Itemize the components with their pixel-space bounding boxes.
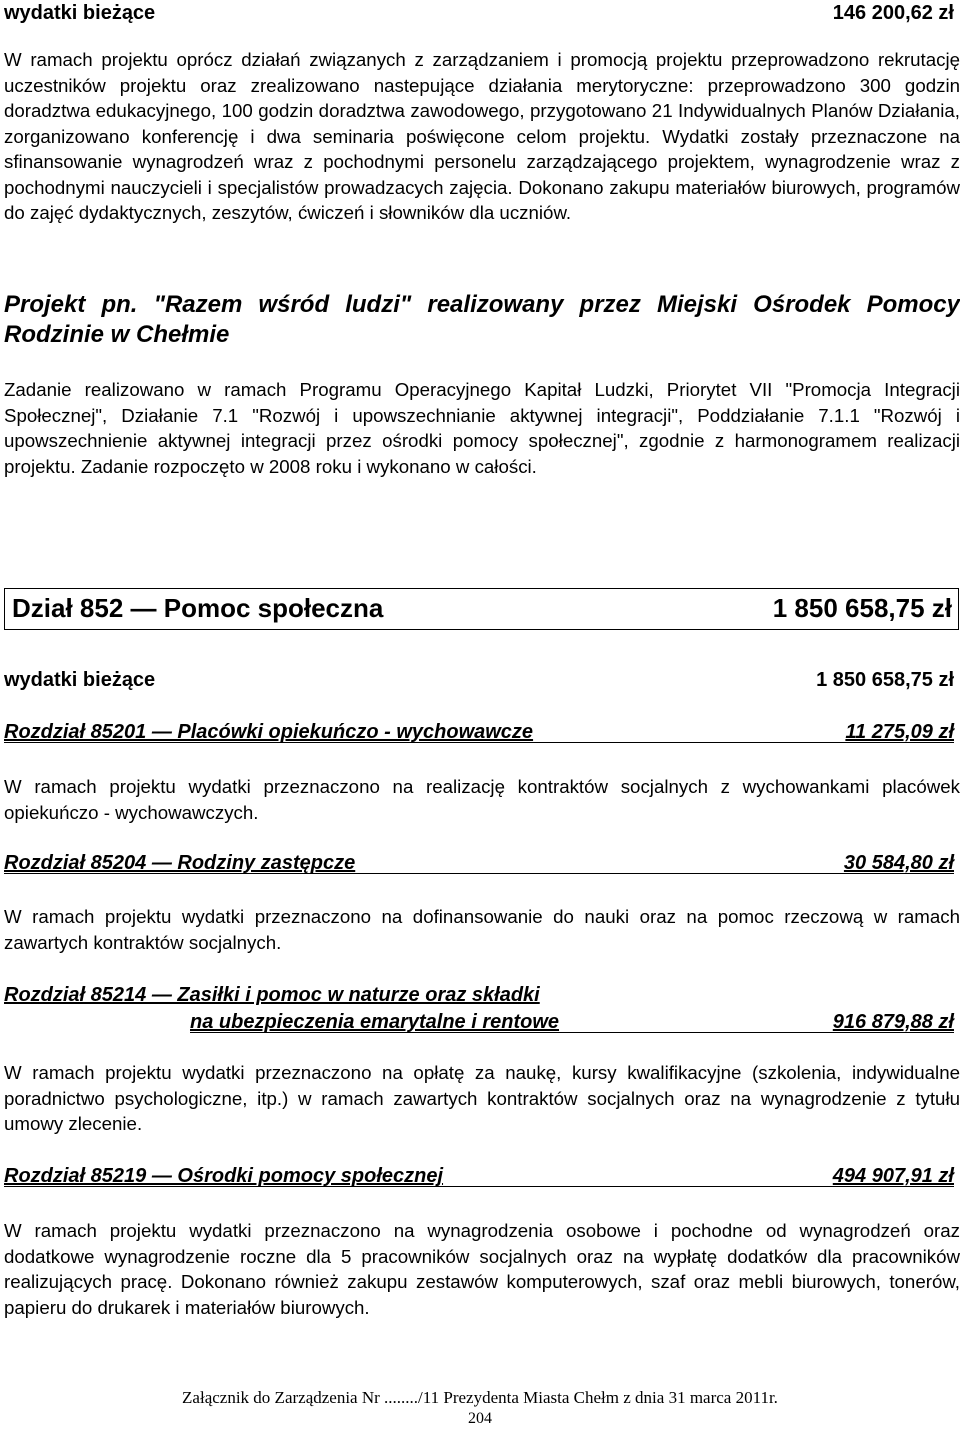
chapter-amount: 916 879,88 zł <box>832 1011 954 1033</box>
chapter-title: Rozdział 85201 — Placówki opiekuńczo - wychowawcze <box>4 721 534 743</box>
project-description-paragraph: Zadanie realizowano w ramach Programu Operacyjnego Kapitał Ludzki, Priorytet VII "Promocja Integracji Społecznej", Działanie 7.1 "Rozwój i upowszechnianie aktywnej integracji", Poddziałanie 7.1.1 "Rozwój i upowszechnienie aktywnej integracji przez ośrodki pomocy społecznej", zgodnie z harmonogramem realizacji projektu. Zadanie rozpoczęto w 2008 roku i wykonano w całości. <box>4 379 960 477</box>
chapter-title: Rozdział 85219 — Ośrodki pomocy społecznej <box>4 1165 444 1187</box>
chapter-paragraph: W ramach projektu wydatki przeznaczono na opłatę za naukę, kursy kwalifikacyjne (szkolenia, indywidualne poradnictwo psychologiczne, itp.) w ramach zawartych kontraktów socjalnych oraz na wynagrodzenie z tytułu umowy zlecenie. <box>4 1062 960 1134</box>
division-title: Dział 852 — Pomoc społeczna <box>12 593 384 623</box>
division-amount: 1 850 658,75 zł <box>772 593 952 623</box>
chapter-amount: 494 907,91 zł <box>832 1165 954 1187</box>
chapter-title-line2: na ubezpieczenia emarytalne i rentowe <box>190 1011 560 1033</box>
expense-label: wydatki bieżące <box>4 2 156 24</box>
footer-note: Załącznik do Zarządzenia Nr ......../11 Prezydenta Miasta Chełm z dnia 31 marca 2011r. <box>182 1388 778 1407</box>
chapter-amount: 30 584,80 zł <box>843 852 954 874</box>
expense-amount: 146 200,62 zł <box>832 2 954 24</box>
division-expense-amount: 1 850 658,75 zł <box>816 669 954 691</box>
chapter-title: Rozdział 85214 — Zasiłki i pomoc w naturze oraz składki <box>4 984 540 1006</box>
chapter-amount: 11 275,09 zł <box>845 721 954 743</box>
page-number: 204 <box>468 1410 492 1427</box>
division-expense-label: wydatki bieżące <box>4 669 156 691</box>
chapter-title: Rozdział 85204 — Rodziny zastępcze <box>4 852 356 874</box>
chapter-paragraph: W ramach projektu wydatki przeznaczono na wynagrodzenia osobowe i pochodne od wynagrodzeń oraz dodatkowe wynagrodzenie roczne dla 5 pracowników socjalnych oraz na wypłatę dodatków dla pracowników realizujących pracę. Dokonano również zakupu zestawów komputerowych, szaf oraz mebli biurowych, tonerów, papieru do drukarek i materiałów biurowych. <box>4 1220 960 1318</box>
chapter-paragraph: W ramach projektu wydatki przeznaczono na realizację kontraktów socjalnych z wychowankami placówek opiekuńczo - wychowawczych. <box>4 776 960 823</box>
project-title: Projekt pn. "Razem wśród ludzi" realizowany przez Miejski Ośrodek Pomocy Rodzinie w Chełmie <box>4 291 960 348</box>
chapter-paragraph: W ramach projektu wydatki przeznaczono na dofinansowanie do nauki oraz na pomoc rzeczową w ramach zawartych kontraktów socjalnych. <box>4 906 960 953</box>
project-activities-paragraph: W ramach projektu oprócz działań związanych z zarządzaniem i promocją projektu przeprowadzono rekrutację uczestników projektu oraz zrealizowano nastepujące działania merytoryczne: przeprowadzono 300 godzin doradztwa edukacyjnego, 100 godzin doradztwa zawodowego, przygotowano 21 Indywidualnych Planów Działania, zorganizowano konferencję i dwa seminaria poświęcone celom projektu. Wydatki zostały przeznaczone na sfinansowanie wynagrodzeń wraz z pochodnymi personelu zarządzającego projektem, wynagrodzenie wraz z pochodnymi nauczycieli i specjalistów prowadzacych zajęcia. Dokonano zakupu materiałów biurowych, programów do zajęć dydaktycznych, zeszytów, ćwiczeń i słowników dla uczniów. <box>4 49 960 223</box>
